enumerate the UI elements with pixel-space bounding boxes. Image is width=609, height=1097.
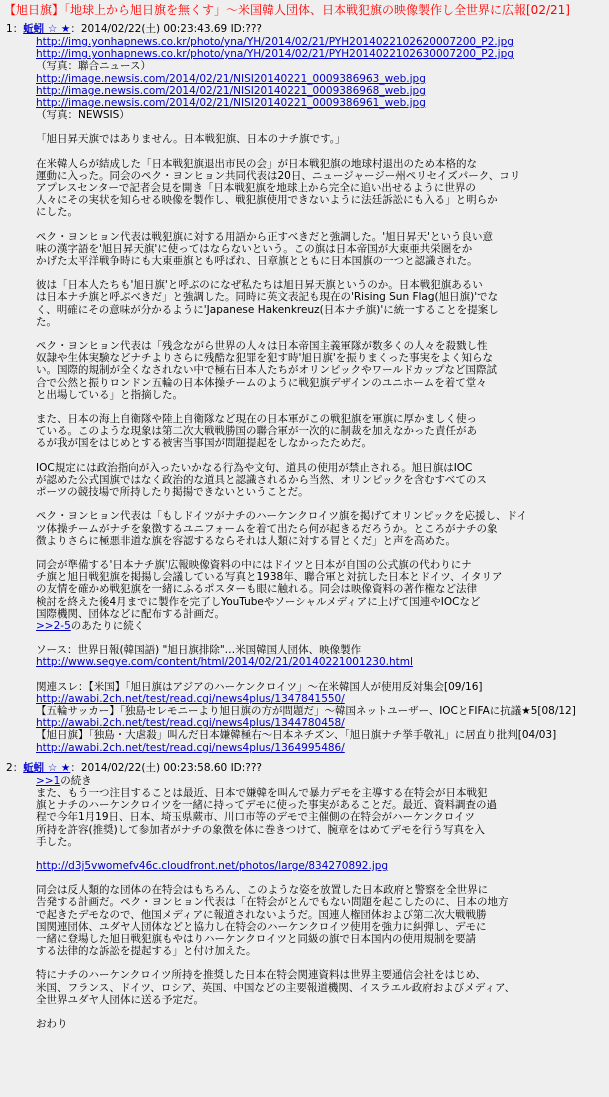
body-line: で起きたデモなので、他国メディアに報道されないようだ。国連人権団体および第二次大戦戦勝 [36, 908, 487, 921]
post-number: 2 [6, 761, 13, 774]
related-label: 【五輪サッカー】「独島セレモニーより旭日旗の方が問題だ」〜韓国ネットユーザー、IOCとFIFAに抗議★5[08/12] [36, 704, 576, 717]
body-line: た。 [36, 315, 57, 328]
anchor-text: の続き [60, 774, 92, 787]
anchor-link[interactable]: >>2-5 [36, 619, 71, 632]
image-link[interactable]: http://img.yonhapnews.co.kr/photo/yna/YH/2014/02/21/PYH2014022102620007200_P2.jpg [36, 36, 514, 48]
body-line: 程で今年1月19日、日本、埼玉県蕨市、川口市等のデモで主催側の在特会がハーケンクロイツ [36, 811, 475, 824]
related-link[interactable]: http://awabi.2ch.net/test/read.cgi/news4plus/1344780458/ [36, 717, 345, 730]
body-line: 奴隷や生体実験などナチよりさらに残酷な犯罪を犯す時'旭日旗'を振りまくった事実をよく知らな [36, 352, 494, 365]
poster-name[interactable]: 蚯蚓 ☆ ★ [23, 23, 71, 35]
body-line: ツ体操チームがナチを象徴するユニフォームを着て出たら何が起きるだろうか。ところがナチの象 [36, 522, 498, 535]
body-line: 一緒に登場した旭日戦犯旗もやはりハーケンクロイツと同級の旗で日本国内の使用規制を要請 [36, 932, 476, 945]
body-line: また、もう一つ注目することは最近、日本で嫌韓を叫んで暴力デモを主導する在特会が日本戦犯 [36, 786, 488, 799]
body-line: 全世界ユダヤ人団体に送る予定だ。 [36, 993, 204, 1006]
body-line: 検討を終えた後4月までに製作を完了しYouTubeやソーシャルメディアに上げて国連やIOCなど [36, 595, 481, 608]
body-line: 同会が準備する'日本ナチ旗'広報映像資料の中にはドイツと日本が自国の公式旗の代わりにナ [36, 558, 472, 571]
body-line: ポーツの競技場で所持したり掲揚できないということだ。 [36, 486, 309, 499]
body-line: 運動に入った。同会のペク・ヨンヒョン共同代表は20日、ニュージャージー州ペリセイズパーク、コリ [36, 169, 521, 182]
body-line: ペク・ヨンヒョン代表は「もしドイツがナチのハーケンクロイツ旗を掲げてオリンピックを応援し、ドイ [36, 510, 527, 523]
related-label: 関連スレ：【米国】「旭日旗はアジアのハーケンクロイツ」〜在米韓国人が使用反対集会[09/16] [36, 680, 483, 693]
body-line: ている。このような現象は第二次大戦戦勝国の聯合軍が一次的に制裁を加えなかった責任があ [36, 425, 477, 438]
body-line: 告発する計画だ。ペク・ヨンヒョン代表は「在特会がとんでもない問題を起こしたのに、日本の地方 [36, 896, 509, 909]
source-label: ソース：世界日報(韓国語) "旭日旗排除"…米国韓国人団体、映像製作 [36, 644, 362, 657]
body-line: く、明確にその意味が分かるように'Japanese Hakenkreuz(日本ナチ旗)'に統一することを提案し [36, 303, 499, 316]
body-line: ペク・ヨンヒョン代表は「残念ながら世界の人々は日本帝国主義軍隊が数多くの人々を殺戮し性 [36, 340, 488, 353]
body-line: アプレスセンターで記者会見を開き「日本戦犯旗を地球上から完全に追い出せるように世界の [36, 182, 476, 195]
body-line: 旗とナチのハーケンクロイツを一緒に持ってデモに使った事実があることだ。最近、資料調査の過 [36, 799, 497, 812]
continuation-text: のあたりに続く [70, 619, 145, 632]
post-datetime: 2014/02/22(土) 00:23:58.60 ID:??? [80, 761, 263, 774]
body-line: と出場している」と指摘した。 [36, 388, 183, 401]
body-line: 国関連団体、ユダヤ人団体などと協力し在特会のハーケンクロイツ使用を強力に糾弾し、デモに [36, 920, 487, 933]
image-link[interactable]: http://image.newsis.com/2014/02/21/NISI20140221_0009386963_web.jpg [36, 72, 426, 85]
body-line: 同会は反人類的な団体の在特会はもちろん、このような姿を放置した日本政府と警察を全世界に [36, 884, 489, 897]
related-link[interactable]: http://awabi.2ch.net/test/read.cgi/news4plus/1347841550/ [36, 692, 345, 705]
related-link[interactable]: http://awabi.2ch.net/test/read.cgi/news4plus/1364995486/ [36, 741, 345, 754]
body-line: 手した。 [36, 835, 78, 848]
image-link[interactable]: http://image.newsis.com/2014/02/21/NISI20140221_0009386968_web.jpg [36, 84, 426, 97]
body-line: は日本ナチ旗と呼ぶべきだ」と強調した。同時に英文表記も現在の'Rising Sun Flag(旭日旗)'でな [36, 291, 499, 304]
photo-credit: （写真：NEWSIS） [36, 109, 130, 122]
body-line: する法律的な訴訟を提起する」と付け加えた。 [36, 945, 257, 958]
post-datetime: 2014/02/22(土) 00:23:43.69 ID:??? [80, 23, 263, 35]
body-line: が認めた公式国旗ではなく政治的な道具と認識されるから当然、オリンピックを含むすべてのス [36, 473, 487, 486]
body-line: にした。 [36, 206, 78, 219]
post-header: 1：蚯蚓 ☆ ★：2014/02/22(土) 00:23:43.69 ID:??? [6, 23, 263, 35]
end-marker: おわり [36, 1018, 68, 1030]
poster-name[interactable]: 蚯蚓 ☆ ★ [23, 761, 71, 774]
post-number: 1 [6, 23, 13, 35]
body-line: 所持を許容(推奨)して参加者がナチの象徴を体に巻きつけて、腕章をはめてデモを行う写真を入 [36, 823, 485, 836]
body-line: また、日本の海上自衛隊や陸上自衛隊など現在の日本軍がこの戦犯旗を軍旗に厚かましく使っ [36, 413, 477, 426]
photo-credit: （写真：聯合ニュース） [36, 60, 151, 73]
post-body [36, 36, 599, 754]
body-line: 「旭日昇天旗ではありません。日本戦犯旗、日本のナチ旗です。」 [36, 133, 346, 146]
related-label: 【旭日旗】「独島・大虐殺」叫んだ日本嫌韓極右〜日本ネチズン、「旭日旗ナチ挙手敬礼」に居直り批判[04/03] [36, 729, 557, 742]
body-line: ペク・ヨンヒョン代表は戦犯旗に対する用語から正すべきだと強調した。'旭日昇天'という良い意 [36, 230, 494, 243]
post-1 [0, 23, 609, 754]
body-line: 国際機関、団体などに配布する計画だ。 [36, 607, 225, 620]
body-line: い。国際的規制が全くなされない中で極右日本人たちがオリンピックやワールドカップなど国際試 [36, 364, 497, 377]
body-line: 人々にその実状を知らせる映像を製作し、戦犯旗使用できないように法廷訴訟にも入る」と明らか [36, 194, 498, 207]
continuation-line [36, 620, 599, 632]
body-line: の友情を確かめ戦犯旗を一緒にふるポスターも眼に触れる。同会は映像資料の著作権など法律 [36, 583, 477, 596]
thread-title: 【旭日旗】「地球上から旭日旗を無くす」〜米国韓人団体、日本戦犯旗の映像製作し全世界に広報[02/21] [4, 3, 570, 17]
photo-link[interactable]: http://d3j5vwomefv46c.cloudfront.net/photos/large/834270892.jpg [36, 859, 389, 872]
body-line: 米国、フランス、ドイツ、ロシア、英国、中国などの主要報道機関、イスラエル政府およびメディア、 [36, 981, 516, 994]
post-header: 2：蚯蚓 ☆ ★：2014/02/22(土) 00:23:58.60 ID:??? [6, 761, 263, 774]
body-line: るが我が国をはじめとする被害当事国が問題提起をしなかったためだ。 [36, 437, 372, 450]
image-link[interactable]: http://image.newsis.com/2014/02/21/NISI20140221_0009386961_web.jpg [36, 97, 426, 110]
body-line: 特にナチのハーケンクロイツ所持を推奨した日本在特会関連資料は世界主要通信会社をはじめ、 [36, 969, 487, 982]
image-link[interactable]: http://img.yonhapnews.co.kr/photo/yna/YH/2014/02/21/PYH2014022102630007200_P2.jpg [36, 48, 514, 61]
post-body [36, 775, 599, 1030]
body-line: 合で公然と振りロンドン五輪の日本体操チームのように戦犯旗デザインのユニホームを着て堂々 [36, 376, 487, 389]
source-link[interactable]: http://www.segye.com/content/html/2014/02/21/20140221001230.html [36, 656, 413, 669]
body-line: 在米韓人らが結成した「日本戦犯旗退出市民の会」が日本戦犯旗の地球村退出のため本格的な [36, 157, 477, 170]
anchor-link[interactable]: >>1 [36, 774, 61, 787]
body-line: 彼は「日本人たちも'旭日旗'と呼ぶのになぜ私たちは旭日昇天旗というのか。日本戦犯旗あるい [36, 279, 483, 292]
body-line: かげた太平洋戦争時にも大東亜旗とも呼ばれ、日章旗とともに日本国旗の一つと認識された。 [36, 255, 478, 268]
anchor-line [36, 775, 599, 787]
post-2 [0, 762, 609, 1030]
body-line: チ旗と旭日戦犯旗を掲揚し会議している写真と1938年、聯合軍と対抗した日本とドイツ、イタリア [36, 571, 503, 584]
body-line: 徴よりさらに極悪非道な旗を容認するならそれは人類に対する冒とくだ」と声を高めた。 [36, 534, 456, 547]
body-line: 味の漢字語を'旭日昇天旗'に使ってはならないという。この旗は日本帝国が大東亜共栄圏をか [36, 242, 473, 255]
body-line: IOC規定には政治指向が入ったいかなる行為や文句、道具の使用が禁止される。旭日旗はIOC [36, 461, 473, 474]
